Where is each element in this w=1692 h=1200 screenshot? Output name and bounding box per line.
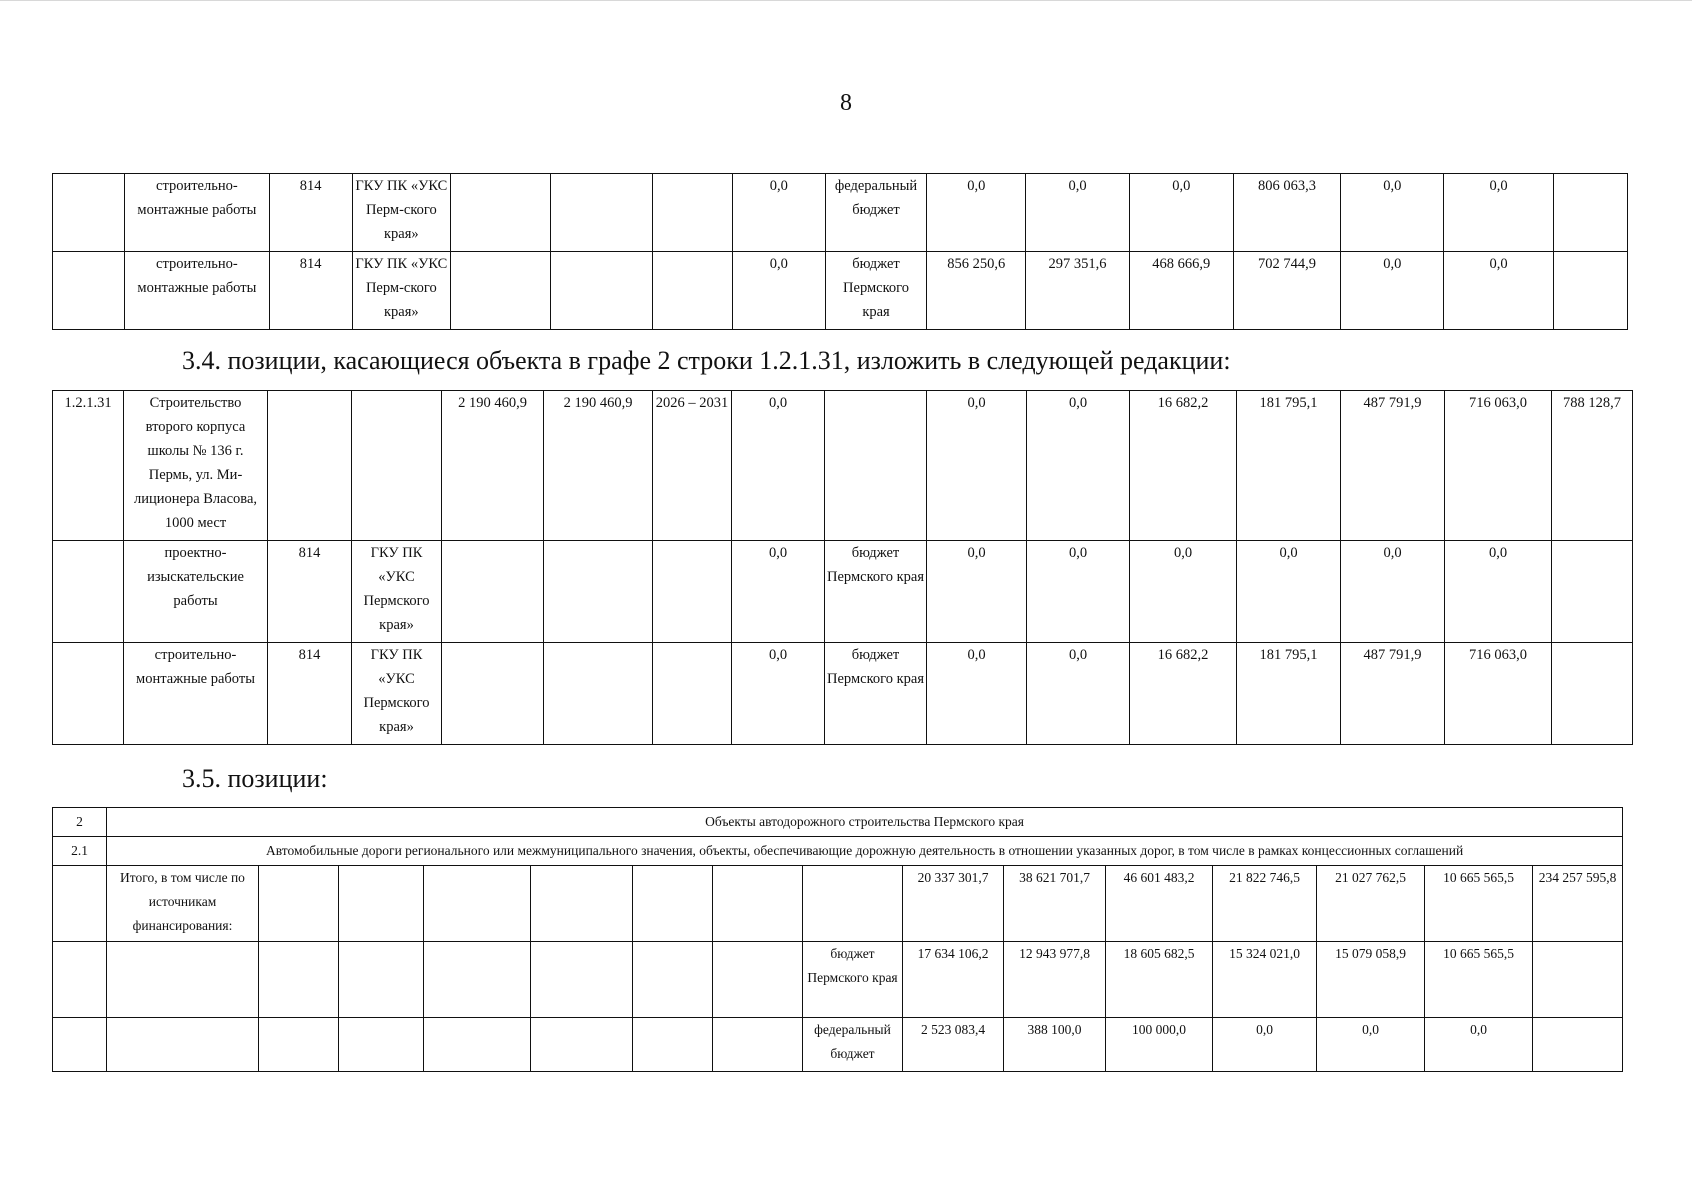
table-row xyxy=(53,541,1633,643)
table-cell xyxy=(424,1018,531,1072)
table-cell: проектно-изыскательские работы xyxy=(124,541,268,643)
table-cell xyxy=(544,643,653,745)
table-cell: 2 523 083,4 xyxy=(903,1018,1004,1072)
table-cell xyxy=(531,1018,633,1072)
table-cell: 702 744,9 xyxy=(1233,252,1340,330)
table-cell xyxy=(268,391,352,541)
table-cell: ГКУ ПК «УКС Перм-ского края» xyxy=(352,174,450,252)
object-1-2-1-31-table xyxy=(52,390,1633,745)
table-row xyxy=(53,252,1628,330)
table-cell: 20 337 301,7 xyxy=(903,866,1004,942)
table-cell: Итого, в том числе по источникам финансирования: xyxy=(107,866,259,942)
table-cell xyxy=(53,942,107,1018)
table-cell: 2026 – 2031 xyxy=(653,391,732,541)
road-construction-table xyxy=(52,807,1623,1072)
table-cell xyxy=(1553,174,1627,252)
table-cell xyxy=(713,866,803,942)
table-cell xyxy=(653,252,732,330)
table-cell: 0,0 xyxy=(732,174,825,252)
table-cell: 806 063,3 xyxy=(1233,174,1340,252)
row-number: 2.1 xyxy=(53,837,107,866)
table-cell: 46 601 483,2 xyxy=(1106,866,1213,942)
table-cell xyxy=(53,866,107,942)
table-cell: 487 791,9 xyxy=(1341,643,1445,745)
table-cell: 16 682,2 xyxy=(1130,643,1237,745)
table-cell: 16 682,2 xyxy=(1130,391,1237,541)
table-cell: 716 063,0 xyxy=(1445,391,1552,541)
table-cell: 0,0 xyxy=(927,541,1027,643)
table-cell: 0,0 xyxy=(1341,174,1444,252)
table-cell: 0,0 xyxy=(927,174,1026,252)
table-cell xyxy=(1553,252,1627,330)
table-cell xyxy=(531,942,633,1018)
table-cell: 0,0 xyxy=(1317,1018,1425,1072)
table-cell xyxy=(107,1018,259,1072)
table-cell xyxy=(1552,643,1633,745)
table-cell xyxy=(713,942,803,1018)
table-cell xyxy=(352,391,442,541)
table-cell: 388 100,0 xyxy=(1004,1018,1106,1072)
table-cell xyxy=(424,866,531,942)
table-row xyxy=(53,942,1623,1018)
table-row xyxy=(53,643,1633,745)
table-cell: 38 621 701,7 xyxy=(1004,866,1106,942)
table-cell: 10 665 565,5 xyxy=(1425,866,1533,942)
table-cell: 0,0 xyxy=(1027,391,1130,541)
table-cell: федеральный бюджет xyxy=(803,1018,903,1072)
table-cell xyxy=(339,942,424,1018)
section-heading-3-5: 3.5. позиции: xyxy=(182,764,328,793)
table-cell: 0,0 xyxy=(1026,174,1129,252)
table-cell xyxy=(450,252,550,330)
table-cell xyxy=(551,174,653,252)
table-cell: 15 324 021,0 xyxy=(1213,942,1317,1018)
table-cell: 0,0 xyxy=(1237,541,1341,643)
table-cell: 181 795,1 xyxy=(1237,391,1341,541)
table-cell: 814 xyxy=(269,252,352,330)
table-cell: 234 257 595,8 xyxy=(1533,866,1623,942)
table-cell xyxy=(551,252,653,330)
table-cell xyxy=(53,1018,107,1072)
table-cell: 10 665 565,5 xyxy=(1425,942,1533,1018)
table-cell xyxy=(53,252,125,330)
table-cell: 814 xyxy=(269,174,352,252)
table-cell: 15 079 058,9 xyxy=(1317,942,1425,1018)
row-number: 2 xyxy=(53,808,107,837)
table-cell: 468 666,9 xyxy=(1129,252,1233,330)
table-cell xyxy=(53,174,125,252)
table-cell: бюджет Пермского края xyxy=(825,643,927,745)
table-cell: 0,0 xyxy=(732,252,825,330)
table-cell: 788 128,7 xyxy=(1552,391,1633,541)
table-cell: бюджет Пермского края xyxy=(825,541,927,643)
table-cell: 21 027 762,5 xyxy=(1317,866,1425,942)
table-cell xyxy=(653,541,732,643)
table-cell xyxy=(531,866,633,942)
section-heading-3-4: 3.4. позиции, касающиеся объекта в графе 2 строки 1.2.1.31, изложить в следующей редакции: xyxy=(182,346,1231,375)
table-cell: 0,0 xyxy=(1341,541,1445,643)
table-cell xyxy=(450,174,550,252)
table-cell xyxy=(53,643,124,745)
table-cell: 21 822 746,5 xyxy=(1213,866,1317,942)
table-cell: 0,0 xyxy=(1027,643,1130,745)
table-cell xyxy=(653,643,732,745)
table-cell: 1.2.1.31 xyxy=(53,391,124,541)
table-cell xyxy=(442,541,544,643)
table-cell: 814 xyxy=(268,643,352,745)
table-cell xyxy=(633,866,713,942)
table-cell: 17 634 106,2 xyxy=(903,942,1004,1018)
table-cell: 487 791,9 xyxy=(1341,391,1445,541)
table-cell xyxy=(1533,1018,1623,1072)
table-cell xyxy=(633,942,713,1018)
table-cell: 0,0 xyxy=(1213,1018,1317,1072)
table-cell xyxy=(544,541,653,643)
table-cell: федеральный бюджет xyxy=(825,174,926,252)
table-cell xyxy=(633,1018,713,1072)
table-row xyxy=(53,391,1633,541)
table-cell: Строительство второго корпуса школы № 136 г. Пермь, ул. Ми-лиционера Власова, 1000 мест xyxy=(124,391,268,541)
table-cell xyxy=(713,1018,803,1072)
table-cell xyxy=(259,942,339,1018)
table-cell xyxy=(825,391,927,541)
table-cell: 0,0 xyxy=(1130,541,1237,643)
table-cell: 18 605 682,5 xyxy=(1106,942,1213,1018)
table-cell: ГКУ ПК «УКС Перм-ского края» xyxy=(352,252,450,330)
table-cell: 814 xyxy=(268,541,352,643)
table-cell: ГКУ ПК «УКС Пермского края» xyxy=(352,643,442,745)
table-cell xyxy=(339,866,424,942)
table-cell xyxy=(259,1018,339,1072)
table-cell: бюджет Пермского края xyxy=(803,942,903,1018)
section-title: Автомобильные дороги регионального или межмуниципального значения, объекты, обеспечивающие дорожную деятельность в отношении указанных дорог, в том числе в рамках концессионных соглашений xyxy=(107,837,1623,866)
table-cell: 0,0 xyxy=(1444,174,1553,252)
table-cell: 100 000,0 xyxy=(1106,1018,1213,1072)
budget-table-continued xyxy=(52,173,1628,330)
table-cell: 0,0 xyxy=(732,391,825,541)
table-row xyxy=(53,866,1623,942)
page-number: 8 xyxy=(840,90,852,116)
header-row-objects xyxy=(53,808,1623,837)
table-cell: 2 190 460,9 xyxy=(544,391,653,541)
table-cell: 0,0 xyxy=(1027,541,1130,643)
section-title: Объекты автодорожного строительства Пермского края xyxy=(107,808,1623,837)
table-cell xyxy=(424,942,531,1018)
table-cell: 0,0 xyxy=(927,643,1027,745)
table-cell xyxy=(339,1018,424,1072)
table-cell: 2 190 460,9 xyxy=(442,391,544,541)
table-row xyxy=(53,1018,1623,1072)
table-cell: 0,0 xyxy=(1129,174,1233,252)
table-cell xyxy=(442,643,544,745)
table-cell: ГКУ ПК «УКС Пермского края» xyxy=(352,541,442,643)
table-cell xyxy=(653,174,732,252)
table-cell xyxy=(1552,541,1633,643)
table-cell: 12 943 977,8 xyxy=(1004,942,1106,1018)
table-cell: строительно-монтажные работы xyxy=(124,643,268,745)
table-cell xyxy=(803,866,903,942)
table-cell: строительно-монтажные работы xyxy=(125,174,269,252)
table-cell: 0,0 xyxy=(1341,252,1444,330)
table-cell: 716 063,0 xyxy=(1445,643,1552,745)
table-row xyxy=(53,174,1628,252)
table-cell xyxy=(53,541,124,643)
table-cell xyxy=(1533,942,1623,1018)
table-cell: 0,0 xyxy=(1445,541,1552,643)
table-cell: строительно-монтажные работы xyxy=(125,252,269,330)
table-cell: 856 250,6 xyxy=(927,252,1026,330)
table-cell xyxy=(259,866,339,942)
top-edge-line xyxy=(0,0,1692,1)
table-cell: 0,0 xyxy=(927,391,1027,541)
table-cell: 0,0 xyxy=(732,541,825,643)
table-cell: 297 351,6 xyxy=(1026,252,1129,330)
header-row-roads xyxy=(53,837,1623,866)
table-cell: бюджет Пермского края xyxy=(825,252,926,330)
table-cell xyxy=(107,942,259,1018)
table-cell: 0,0 xyxy=(732,643,825,745)
table-cell: 0,0 xyxy=(1444,252,1553,330)
table-cell: 181 795,1 xyxy=(1237,643,1341,745)
table-cell: 0,0 xyxy=(1425,1018,1533,1072)
